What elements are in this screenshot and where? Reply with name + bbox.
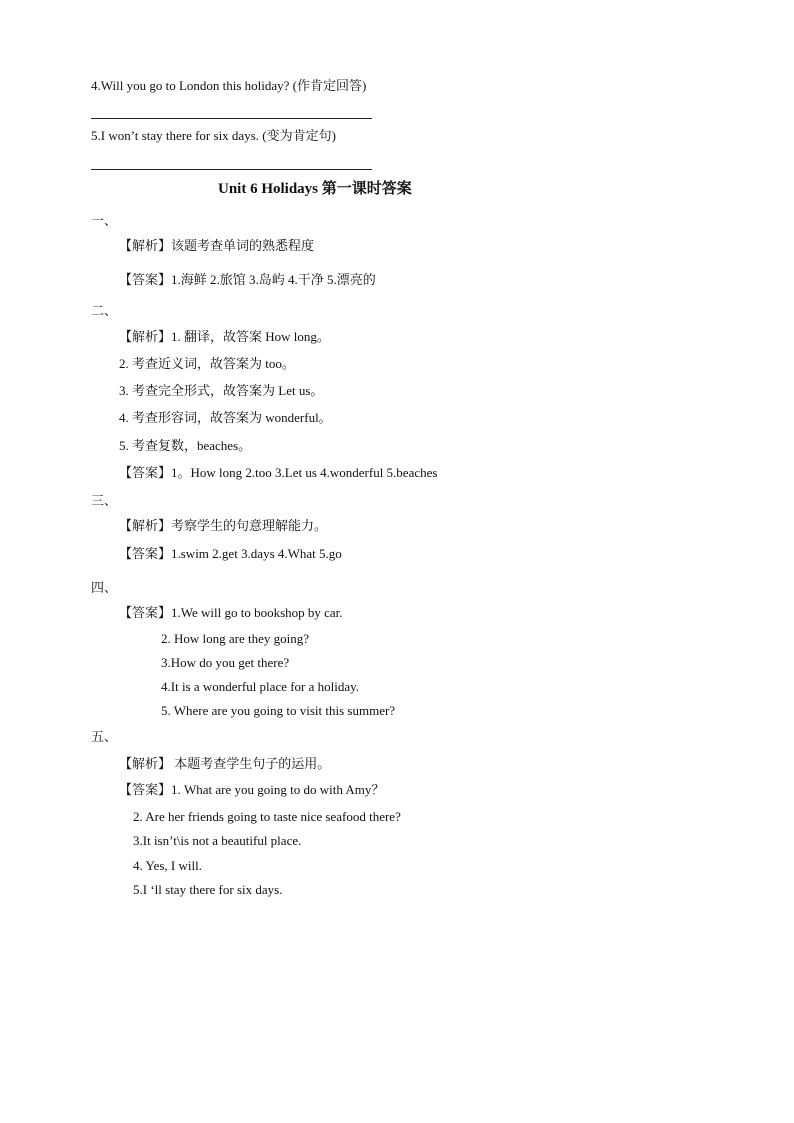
part2-item: 3. 考查完全形式，故答案为 Let us。 — [119, 383, 324, 398]
part4-heading: 四、 — [91, 580, 118, 595]
question-5: 5.I won’t stay there for six days. (变为肯定句) — [91, 128, 336, 143]
part4-item: 2. How long are they going? — [161, 631, 310, 646]
part4-item: 4.It is a wonderful place for a holiday. — [161, 679, 360, 694]
answer-line-5 — [91, 169, 372, 170]
part3-analysis: 【解析】考察学生的句意理解能力。 — [119, 518, 328, 533]
part5-answer: 【答案】1. What are you going to do with Amy？ — [119, 782, 385, 797]
part5-item: 2. Are her friends going to taste nice seafood there? — [133, 809, 401, 824]
part2-item: 5. 考查复数，beaches。 — [119, 438, 252, 453]
answer-line-4 — [91, 118, 372, 119]
answer-key-title: Unit 6 Holidays 第一课时答案 — [218, 181, 412, 197]
part5-item: 4. Yes, I will. — [133, 858, 202, 873]
part5-heading: 五、 — [91, 729, 118, 744]
part1-heading: 一、 — [91, 213, 118, 228]
part5-item: 5.I ‘ll stay there for six days. — [133, 882, 283, 897]
part3-heading: 三、 — [91, 493, 118, 508]
part5-analysis: 【解析】 本题考查学生句子的运用。 — [119, 756, 331, 771]
part1-analysis: 【解析】该题考查单词的熟悉程度 — [119, 238, 315, 253]
part1-answer: 【答案】1.海鲜 2.旅馆 3.岛屿 4.干净 5.漂亮的 — [119, 272, 376, 287]
part2-answer: 【答案】1。How long 2.too 3.Let us 4.wonderful 5.beaches — [119, 465, 438, 480]
part2-analysis: 【解析】1. 翻译，故答案 How long。 — [119, 329, 330, 344]
question-4: 4.Will you go to London this holiday? (作肯定回答) — [91, 78, 367, 93]
part5-item: 3.It isn’t\is not a beautiful place. — [133, 833, 302, 848]
part3-answer: 【答案】1.swim 2.get 3.days 4.What 5.go — [119, 546, 342, 561]
part4-answer: 【答案】1.We will go to bookshop by car. — [119, 605, 343, 620]
part2-item: 4. 考查形容词，故答案为 wonderful。 — [119, 410, 332, 425]
part2-heading: 二、 — [91, 303, 118, 318]
part2-item: 2. 考查近义词，故答案为 too。 — [119, 356, 295, 371]
part4-item: 3.How do you get there? — [161, 655, 290, 670]
part4-item: 5. Where are you going to visit this summer? — [161, 703, 396, 718]
